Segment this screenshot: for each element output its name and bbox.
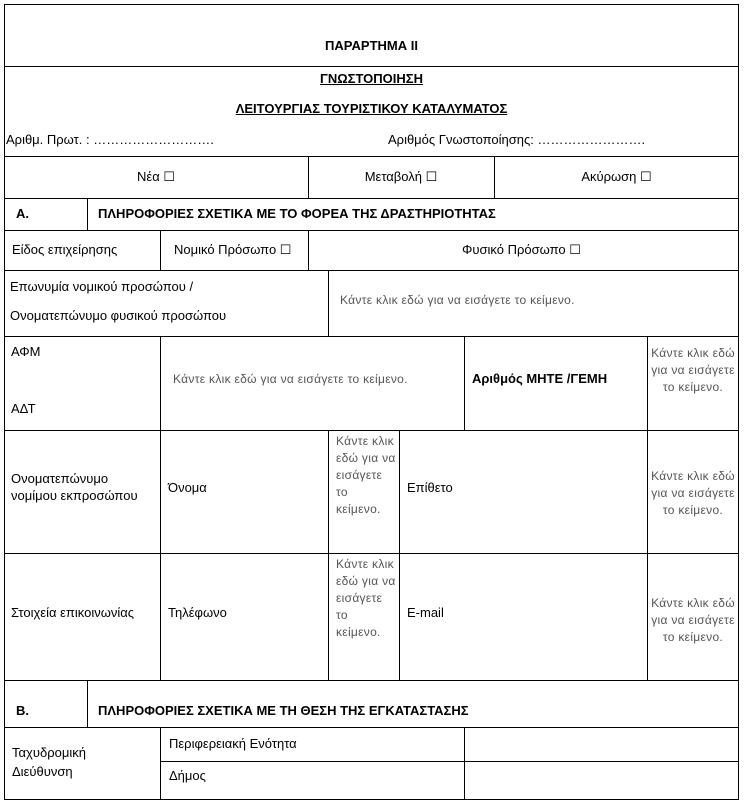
first-name-field[interactable]: Κάντε κλικ εδώ για να εισάγετε το κείμενο. <box>336 434 396 516</box>
afm-adt-field[interactable]: Κάντε κλικ εδώ για να εισάγετε το κείμενο. <box>173 372 408 386</box>
rule <box>4 727 739 728</box>
rule <box>4 156 739 157</box>
name-label-line2: Ονοματεπώνυμο φυσικού προσώπου <box>10 308 227 323</box>
rule <box>464 727 465 799</box>
change-checkbox[interactable]: Μεταβολή ☐ <box>364 169 438 184</box>
rule <box>328 430 329 680</box>
rule <box>308 230 309 270</box>
rule <box>160 230 161 270</box>
name-field[interactable]: Κάντε κλικ εδώ για να εισάγετε το κείμενο. <box>340 293 575 307</box>
contact-label: Στοιχεία επικοινωνίας <box>11 605 135 620</box>
new-checkbox[interactable]: Νέα ☐ <box>137 169 175 184</box>
rule <box>4 430 739 431</box>
form-subtitle: ΛΕΙΤΟΥΡΓΙΑΣ ΤΟΥΡΙΣΤΙΚΟΥ ΚΑΤΑΛΥΜΑΤΟΣ <box>235 101 508 116</box>
afm-label: ΑΦΜ <box>11 344 41 359</box>
phone-field[interactable]: Κάντε κλικ εδώ για να εισάγετε το κείμενο. <box>336 557 396 639</box>
rule <box>4 4 5 800</box>
rule <box>87 680 88 727</box>
rule <box>4 799 739 800</box>
rule <box>4 680 739 681</box>
municipality-field[interactable] <box>466 763 736 797</box>
mhte-label: Αριθμός ΜΗΤΕ /ΓΕΜΗ <box>472 371 608 386</box>
rule <box>4 230 739 231</box>
name-label-line1: Επωνυμία νομικού προσώπου / <box>10 279 194 294</box>
business-type-label: Είδος επιχείρησης <box>12 242 118 257</box>
rule <box>328 270 329 336</box>
first-name-label: Όνομα <box>168 480 207 495</box>
annex-title: ΠΑΡΑΡΤΗΜΑ ΙΙ <box>325 38 418 53</box>
rule <box>4 66 739 67</box>
phone-label: Τηλέφωνο <box>168 605 227 620</box>
rule <box>160 761 739 762</box>
rule <box>87 198 88 230</box>
surname-label: Επίθετο <box>407 480 453 495</box>
municipality-label: Δήμος <box>169 768 206 783</box>
regional-unit-label: Περιφερειακή Ενότητα <box>169 736 297 751</box>
cancel-checkbox[interactable]: Ακύρωση ☐ <box>581 169 652 184</box>
section-b-letter: Β. <box>16 703 29 718</box>
rule <box>4 336 739 337</box>
rule <box>647 336 648 680</box>
mhte-field[interactable]: Κάντε κλικ εδώ για να εισάγετε το κείμενο. <box>651 346 735 394</box>
email-field[interactable]: Κάντε κλικ εδώ για να εισάγετε το κείμενο. <box>651 596 735 644</box>
legal-person-checkbox[interactable]: Νομικό Πρόσωπο ☐ <box>174 242 292 257</box>
rule <box>738 4 739 800</box>
form-title: ΓΝΩΣΤΟΠΟΙΗΣΗ <box>320 71 423 86</box>
section-a-letter: Α. <box>16 206 29 221</box>
postal-address-label: Ταχυδρομική Διεύθυνση <box>12 745 86 779</box>
rule <box>4 270 739 271</box>
rule <box>160 727 161 799</box>
adt-label: ΑΔΤ <box>11 401 36 416</box>
rule <box>4 4 739 5</box>
rule <box>399 430 400 680</box>
natural-person-checkbox[interactable]: Φυσικό Πρόσωπο ☐ <box>462 242 581 257</box>
email-label: E-mail <box>407 605 444 620</box>
protocol-number[interactable]: Αριθμ. Πρωτ. : ………………………. <box>6 132 214 147</box>
section-b-title: ΠΛΗΡΟΦΟΡΙΕΣ ΣΧΕΤΙΚΑ ΜΕ ΤΗ ΘΕΣΗ ΤΗΣ ΕΓΚΑΤΑΣΤΑΣΗΣ <box>98 703 469 718</box>
surname-field[interactable]: Κάντε κλικ εδώ για να εισάγετε το κείμενο. <box>651 469 735 517</box>
rule <box>160 336 161 680</box>
rule <box>464 336 465 430</box>
rule <box>4 553 739 554</box>
representative-label: Ονοματεπώνυμο νομίμου εκπροσώπου <box>11 471 138 503</box>
section-a-title: ΠΛΗΡΟΦΟΡΙΕΣ ΣΧΕΤΙΚΑ ΜΕ ΤΟ ΦΟΡΕΑ ΤΗΣ ΔΡΑΣΤΗΡΙΟΤΗΤΑΣ <box>98 206 496 221</box>
notification-number[interactable]: Αριθμός Γνωστοποίησης: ……………………. <box>388 132 646 147</box>
rule <box>4 198 739 199</box>
regional-unit-field[interactable] <box>466 729 736 759</box>
